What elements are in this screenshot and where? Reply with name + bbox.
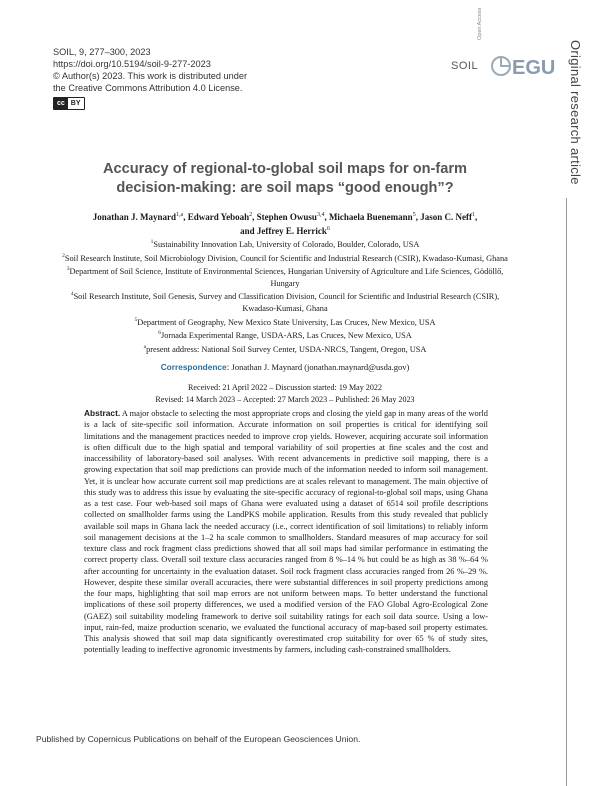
abstract-text: A major obstacle to selecting the most appropriate crops and closing the yield gap in many areas of the world is a lack of site-specific soil information. Accurate information on soil properties is critical for identifying soil limitations and the management practices needed to improve crop yields. However, acquiring accurate soil information is often difficult due to the high spatial and temporal variability of soil properties at fine scales and the cost and inaccessibility of laboratory-based soil analyses. With recent advancements in predictive soil mapping, there is a growing expectation that soil map predictions can provide much of the information needed to inform soil management. Yet, it is unclear how accurate current soil map predictions are at scales relevant to management. The main objective of this study was to address this issue by evaluating the site-specific accuracy of regional-to-global soil maps, using Ghana as a test case. Four web-based soil maps of Ghana were evaluated using a dataset of 6514 soil profile descriptions collected on smallholder farms using the LandPKS mobile application. Results from this study revealed that publicly available soil maps in Ghana lack the needed accuracy (i.e., correct identification of soil limitations) to reliably inform soil management decisions at the 1–2 ha scale common to smallholders. Standard measures of map accuracy for soil texture class and rock fragment class predictions showed that all soil maps had similar performance in estimating the correct property class. Overall soil texture class accuracies ranged from 8 %–14 % but could be as high as 38 %–64 % after accounting for uncertainty in the evaluation dataset. Soil rock fragment class accuracies ranged from 26 %–29 %. However, despite these similar overall accuracies, there were substantial differences in soil property predictions among the four maps, highlighting that soil map errors are not uniform between maps. To better understand the functional implications of these soil property differences, we used a modified version of the FAO Global Agro-Ecological Zone (GAEZ) soil suitability modeling framework to derive soil suitability ratings for each soil data source. Using a low-input, rain-fed, maize production scenario, we evaluated the functional accuracy of map-based soil property estimates. This analysis showed that soil map data significantly overestimated crop suitability for over 65 % of study sites, potentially leading to ineffective agronomic investments by farmers, including cash-constrained smallholders. <box>84 409 488 655</box>
doi-link[interactable]: https://doi.org/10.5194/soil-9-277-2023 <box>53 59 211 69</box>
author: Jeffrey E. Herrick$^6$ <box>256 226 330 236</box>
publication-dates <box>60 382 510 406</box>
author-list: Jonathan J. Maynard$^{1,a}$, Edward Yeboah$^2$, Stephen Owusu$^{3,4}$, Michaela Buenemann$^5$, Jason C. Neff$^1$, and Jeffrey E. Herrick$^6$ <box>92 212 478 236</box>
affiliation-item: $^3$Department of Soil Science, Institute of Environmental Sciences, Hungarian University of Agriculture and Life Sciences, Gödöllő, Hungary <box>66 266 504 288</box>
publisher-footer: Published by Copernicus Publications on behalf of the European Geosciences Union. <box>36 734 361 744</box>
by-badge-text: BY <box>68 98 84 109</box>
copyright-line: © Author(s) 2023. This work is distributed under <box>53 71 248 81</box>
dates-line-2: Revised: 14 March 2023 – Accepted: 27 March 2023 – Published: 26 May 2023 <box>155 395 415 404</box>
affiliation-item: $^2$Soil Research Institute, Soil Microbiology Division, Council for Scientific and Industrial Research (CSIR), Kwadaso-Kumasi, Ghana <box>62 252 508 263</box>
abstract <box>84 408 488 656</box>
affiliation-item: $^1$Sustainability Innovation Lab, University of Colorado, Boulder, Colorado, USA <box>150 239 420 249</box>
title-line-2: decision-making: are soil maps “good enough”? <box>116 180 454 196</box>
side-divider <box>566 198 567 786</box>
open-access-label: Open Access <box>477 7 483 40</box>
affiliation-item: $^6$Jornada Experimental Range, USDA-ARS, Las Cruces, New Mexico, USA <box>158 330 412 341</box>
author: Michaela Buenemann$^5$ <box>328 212 416 222</box>
authors-and: and <box>240 226 255 236</box>
abstract-heading: Abstract. <box>84 408 121 418</box>
affiliation-list <box>60 237 510 356</box>
license-line[interactable]: the Creative Commons Attribution 4.0 License. <box>53 83 243 93</box>
soil-journal-logo: SOIL <box>451 60 479 72</box>
paper-title <box>60 160 510 198</box>
affiliation-item: $^5$Department of Geography, New Mexico State University, Las Cruces, New Mexico, USA <box>134 316 436 327</box>
title-line-1: Accuracy of regional-to-global soil maps for on-farm <box>102 161 468 177</box>
egu-logo-text: EGU <box>512 57 556 79</box>
author: Jason C. Neff$^1$ <box>420 212 475 222</box>
author: Stephen Owusu$^{3,4}$ <box>256 212 325 222</box>
correspondence-label: Correspondence: <box>160 362 230 372</box>
correspondence <box>60 362 510 372</box>
affiliation-item: $^4$Soil Research Institute, Soil Genesis, Survey and Classification Division, Council for Scientific and Industrial Research (CSIR), Kwadaso-Kumasi, Ghana <box>70 291 500 314</box>
correspondence-email[interactable]: Jonathan J. Maynard (jonathan.maynard@usda.gov) <box>231 362 410 372</box>
journal-citation: SOIL, 9, 277–300, 2023 <box>53 47 151 57</box>
affiliation-item: $^a$present address: National Soil Survey Center, USDA-NRCS, Tangent, Oregon, USA <box>143 343 427 354</box>
cc-badge-text: cc <box>54 98 68 109</box>
article-type-label: Original research article <box>568 40 583 185</box>
author: Edward Yeboah$^2$ <box>187 212 253 222</box>
cc-by-badge-icon[interactable] <box>53 97 85 110</box>
journal-meta <box>53 46 247 110</box>
author: Jonathan J. Maynard$^{1,a}$ <box>92 212 184 222</box>
dates-line-1: Received: 21 April 2022 – Discussion started: 19 May 2022 <box>187 383 382 392</box>
egu-logo-icon <box>490 46 556 86</box>
